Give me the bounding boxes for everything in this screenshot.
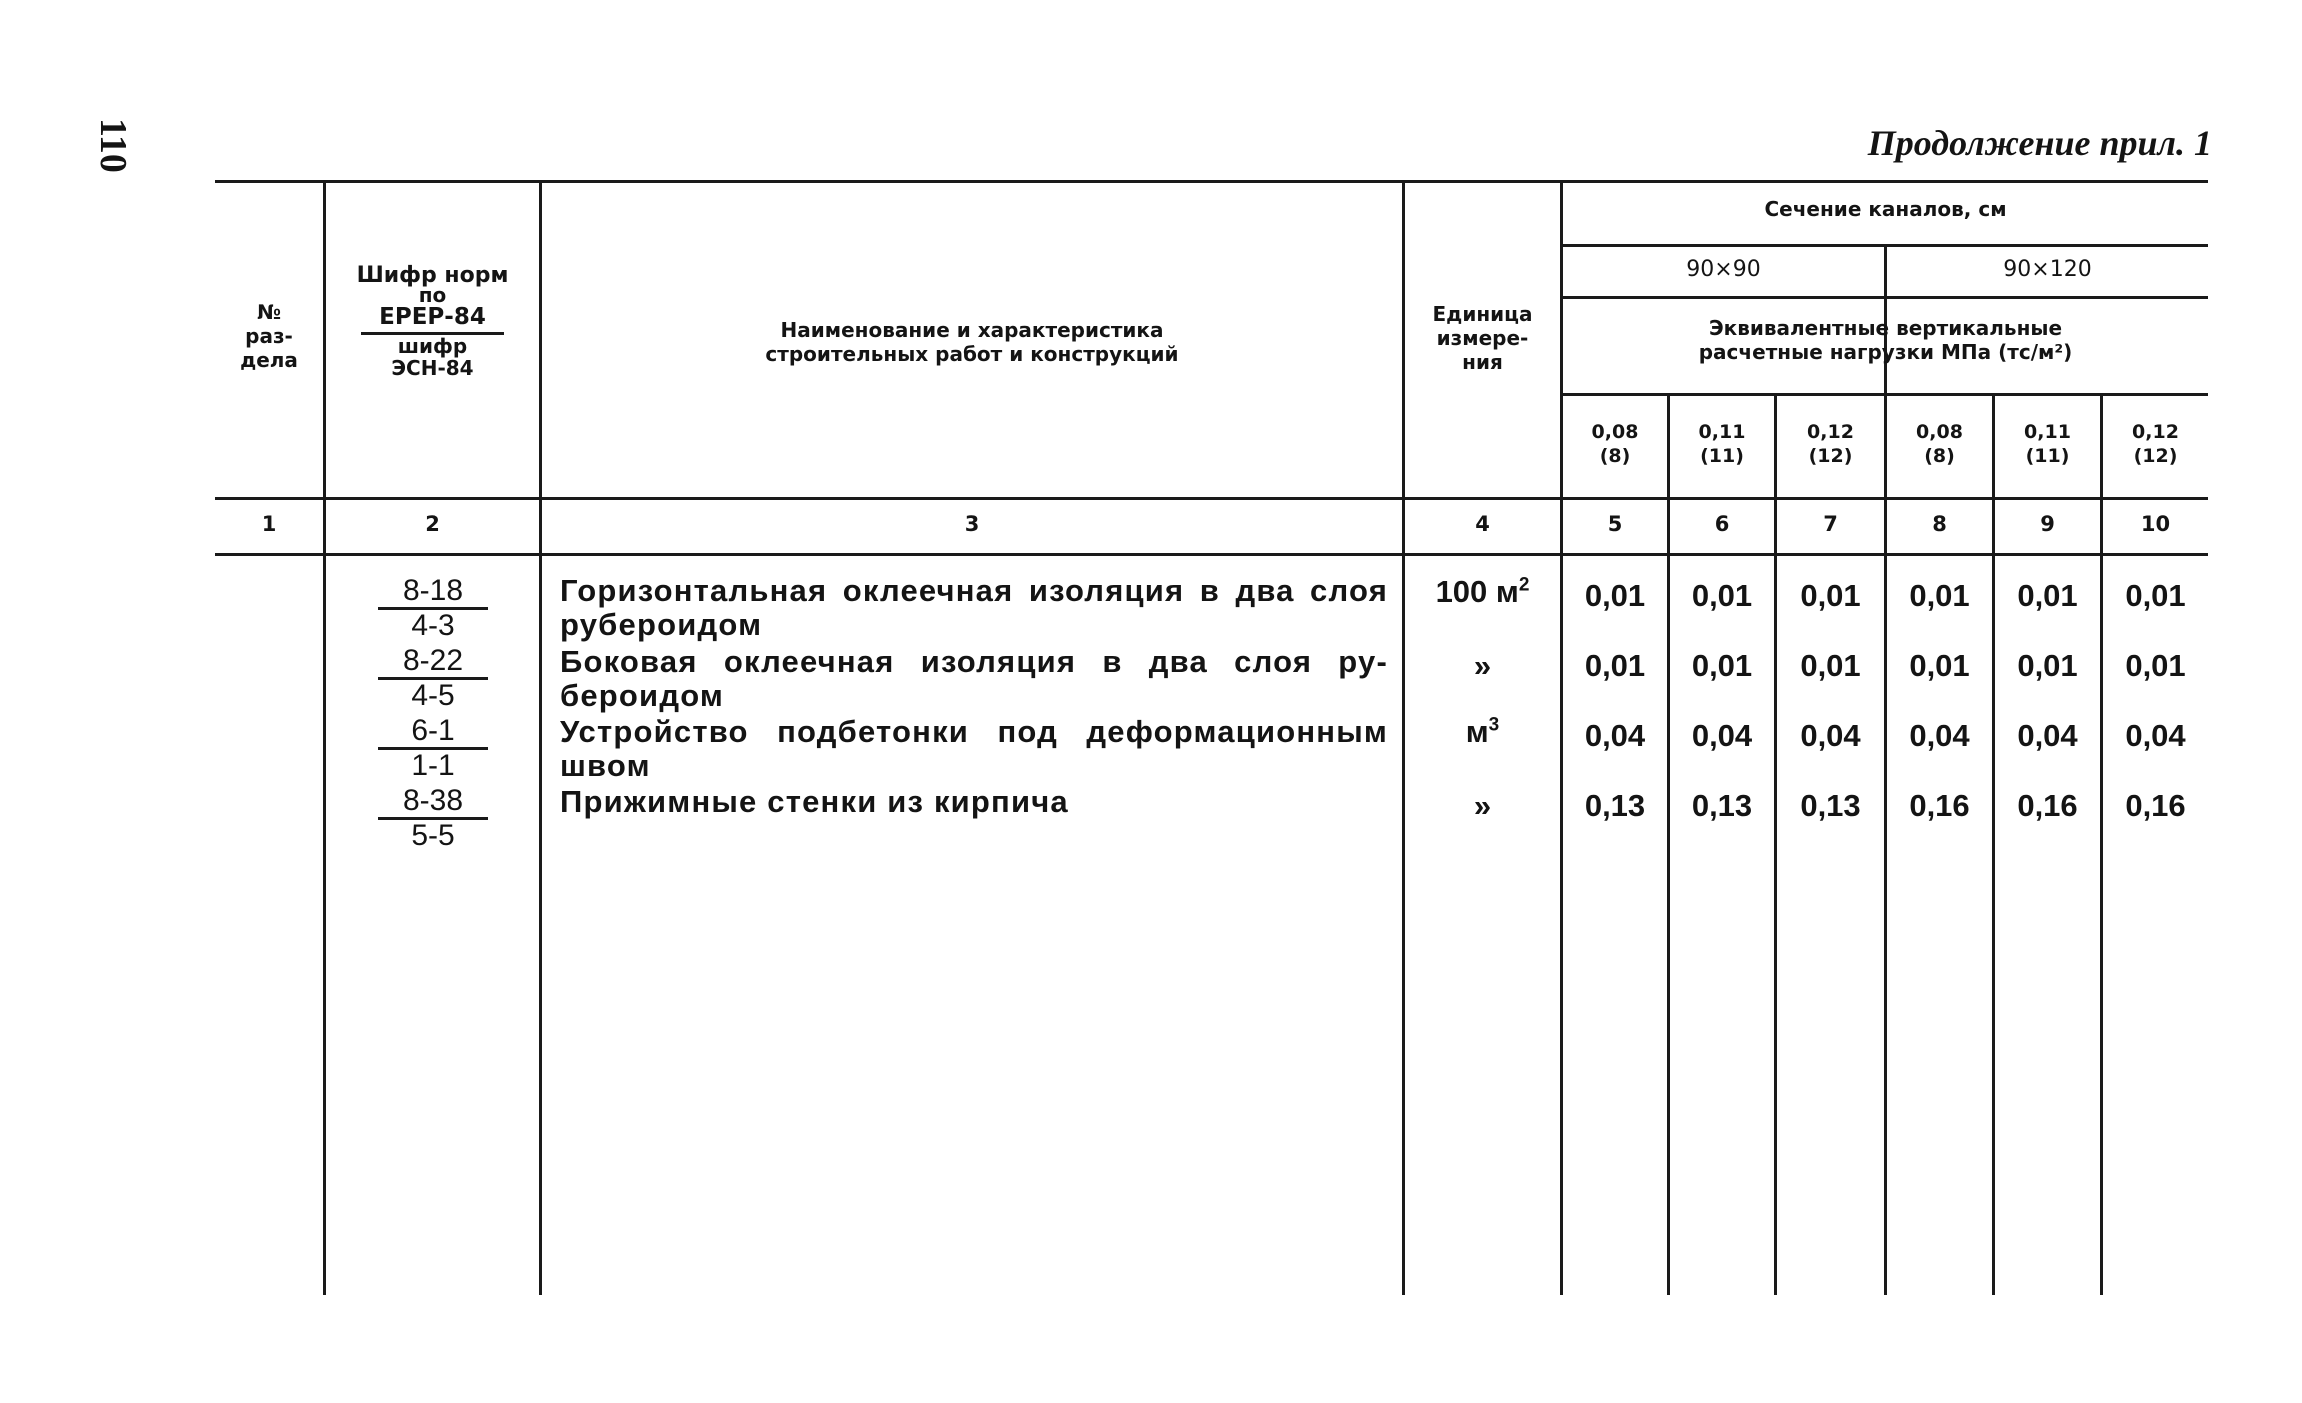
load-value: 0,01 (1691, 648, 1753, 683)
header-section-number: № раз- дела (240, 300, 298, 372)
load-value: 0,01 (1691, 578, 1753, 613)
work-name: Прижимные стенки из кирпича (560, 784, 1069, 819)
load-value: 0,16 (2125, 788, 2186, 823)
header-norm-code: Шифр норм по ЕРЕР-84 шифр ЭСН-84 (356, 263, 509, 380)
load-value: 0,01 (1909, 578, 1970, 613)
header-name: Наименование и характеристика строительных работ и конструкций (765, 318, 1179, 366)
norm-code: 8-38 5-5 (378, 785, 488, 852)
col-number: 1 (261, 512, 277, 536)
header-load-9: 0,11 (11) (2024, 421, 2071, 467)
col-number: 10 (2140, 512, 2171, 536)
col-number: 9 (2040, 512, 2055, 536)
load-value: 0,01 (2017, 578, 2078, 613)
header-unit: Единица измере- ния (1432, 302, 1533, 374)
load-value: 0,16 (2017, 788, 2078, 823)
load-value: 0,04 (2017, 718, 2078, 753)
unit: 100 $м^2$ (1435, 574, 1530, 609)
load-value: 0,04 (2125, 718, 2186, 753)
rule-header-bottom (215, 497, 2208, 500)
load-value: 0,01 (1800, 648, 1861, 683)
work-name: Боковая оклеечная изоляция в два слоя ру-бероидом (560, 644, 1388, 713)
load-value: 0,16 (1909, 788, 1970, 823)
header-load-6: 0,11 (11) (1698, 421, 1746, 467)
load-value: 0,04 (1909, 718, 1970, 753)
col-divider (1884, 244, 1887, 1295)
col-number: 6 (1714, 512, 1730, 536)
col-number: 7 (1823, 512, 1838, 536)
load-value: 0,13 (1584, 788, 1646, 823)
load-value: 0,01 (1584, 578, 1646, 613)
header-group-90x120: 90×120 (2003, 257, 2092, 282)
load-value: 0,04 (1691, 718, 1753, 753)
load-value: 0,04 (1800, 718, 1861, 753)
load-value: 0,13 (1691, 788, 1753, 823)
rule-top (215, 180, 2208, 183)
header-load-8: 0,08 (8) (1916, 421, 1963, 467)
unit: » (1473, 648, 1492, 683)
col-number: 5 (1607, 512, 1623, 536)
load-value: 0,13 (1800, 788, 1861, 823)
load-value: 0,01 (1909, 648, 1970, 683)
load-value: 0,04 (1584, 718, 1646, 753)
header-group-90x90: 90×90 (1686, 257, 1761, 282)
work-name: Горизонтальная оклеечная изоляция в два слоя рубероидом (560, 573, 1388, 642)
col-number: 8 (1932, 512, 1947, 536)
col-number: 4 (1475, 512, 1490, 536)
continuation-title: Продолжение прил. 1 (1867, 123, 2212, 163)
norm-code: 8-22 4-5 (378, 645, 488, 712)
header-load-10: 0,12 (12) (2132, 421, 2179, 467)
norm-code: 8-18 4-3 (378, 575, 488, 642)
page-number: 110 (92, 118, 134, 173)
header-load-title: Эквивалентные вертикальные расчетные нагрузки МПа (тс/м²) (1698, 316, 2073, 364)
norm-code: 6-1 1-1 (378, 715, 488, 782)
load-value: 0,01 (2125, 578, 2186, 613)
load-value: 0,01 (1800, 578, 1861, 613)
header-section-size: Сечение каналов, см (1764, 197, 2007, 221)
col-number: 3 (964, 512, 980, 536)
unit: $м^3$ (1465, 714, 1500, 749)
load-value: 0,01 (1584, 648, 1646, 683)
work-name: Устройство подбетонки под деформационным швом (560, 714, 1388, 783)
header-load-5: 0,08 (8) (1591, 421, 1639, 467)
header-load-7: 0,12 (12) (1807, 421, 1854, 467)
unit: » (1473, 788, 1492, 823)
load-value: 0,01 (2125, 648, 2186, 683)
col-number: 2 (425, 512, 440, 536)
load-value: 0,01 (2017, 648, 2078, 683)
rule-col-numbers (215, 553, 2208, 556)
